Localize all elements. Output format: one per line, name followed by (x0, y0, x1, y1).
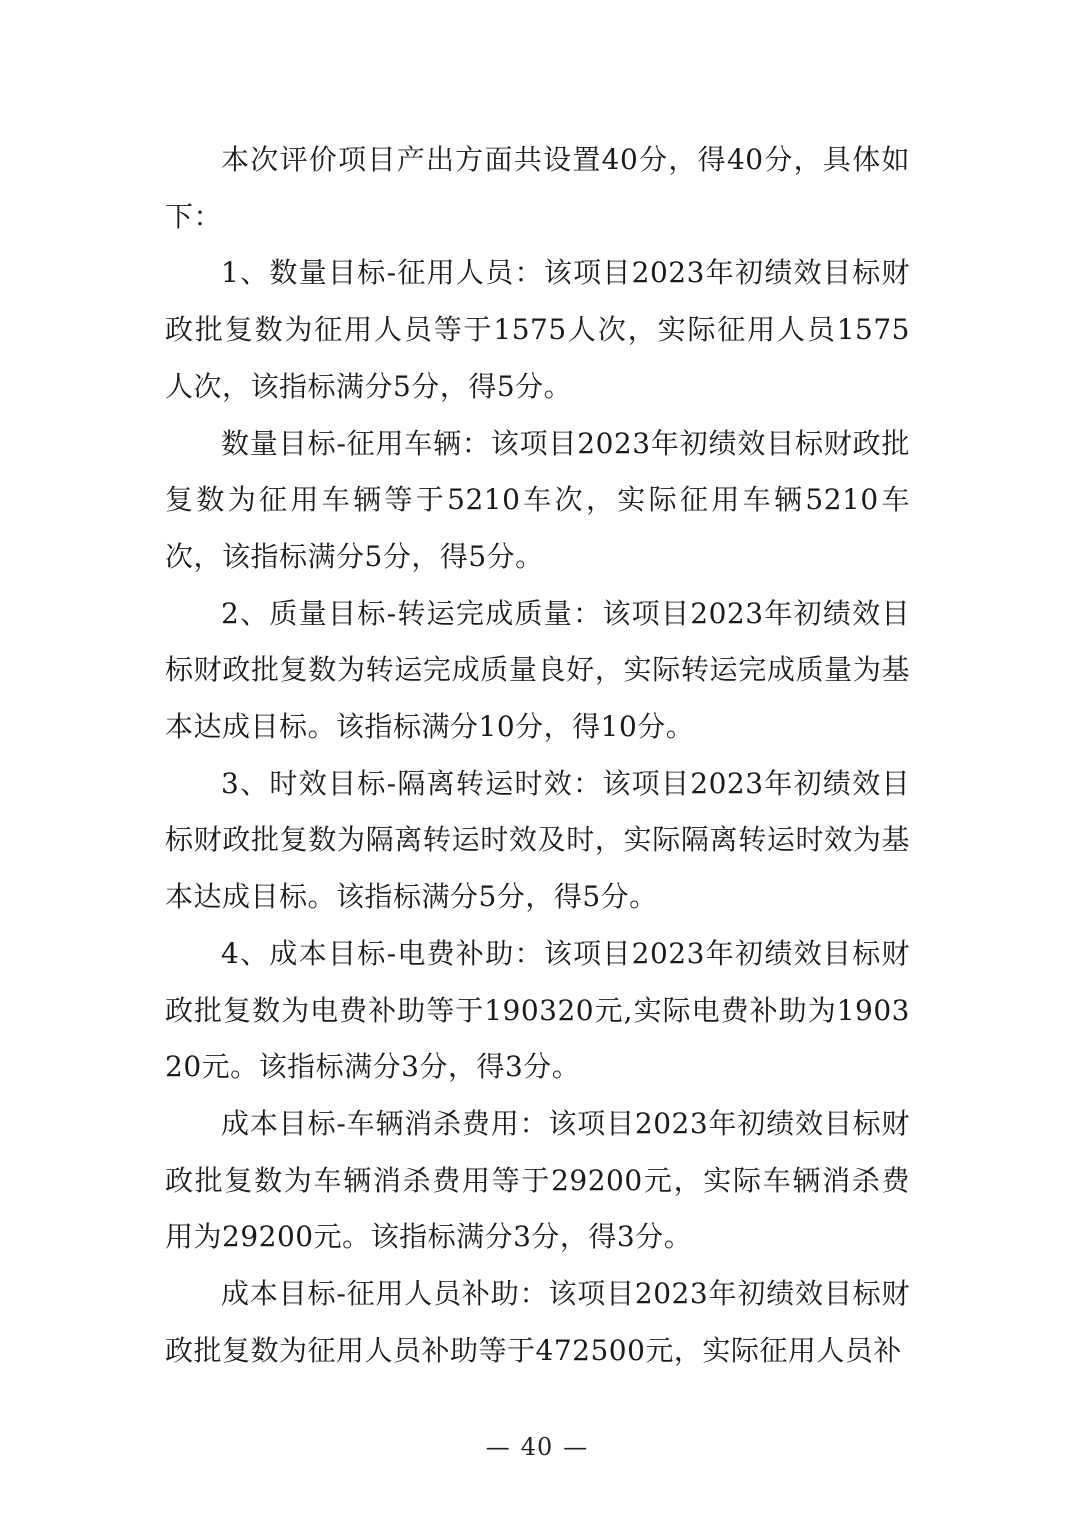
footer-dash-right: — (563, 1433, 589, 1461)
paragraph-timeliness-transfer: 3、时效目标-隔离转运时效：该项目2023年初绩效目标财政批复数为隔离转运时效及时，实际隔离转运时效为基本达成目标。该指标满分5分，得5分。 (165, 766, 910, 914)
document-body (165, 132, 910, 1379)
page-number: 40 (520, 1433, 554, 1461)
page-footer (0, 1432, 1074, 1462)
paragraph-cost-electricity: 4、成本目标-电费补助：该项目2023年初绩效目标财政批复数为电费补助等于190320元,实际电费补助为190320元。该指标满分3分，得3分。 (165, 936, 910, 1084)
paragraph-output-summary: 本次评价项目产出方面共设置40分，得40分，具体如下： (165, 143, 910, 233)
paragraph-quality-transfer: 2、质量目标-转运完成质量：该项目2023年初绩效目标财政批复数为转运完成质量良好，实际转运完成质量为基本达成目标。该指标满分10分，得10分。 (165, 596, 910, 744)
footer-dash-left: — (485, 1433, 511, 1461)
paragraph-quantity-personnel: 1、数量目标-征用人员：该项目2023年初绩效目标财政批复数为征用人员等于1575人次，实际征用人员1575人次，该指标满分5分，得5分。 (165, 256, 910, 403)
paragraph-quantity-vehicles: 数量目标-征用车辆：该项目2023年初绩效目标财政批复数为征用车辆等于5210车次，实际征用车辆5210车次，该指标满分5分，得5分。 (165, 426, 910, 573)
paragraph-cost-disinfection: 成本目标-车辆消杀费用：该项目2023年初绩效目标财政批复数为车辆消杀费用等于29200元，实际车辆消杀费用为29200元。该指标满分3分，得3分。 (165, 1106, 910, 1254)
paragraph-cost-personnel-subsidy: 成本目标-征用人员补助：该项目2023年初绩效目标财政批复数为征用人员补助等于472500元，实际征用人员补 (165, 1277, 910, 1367)
